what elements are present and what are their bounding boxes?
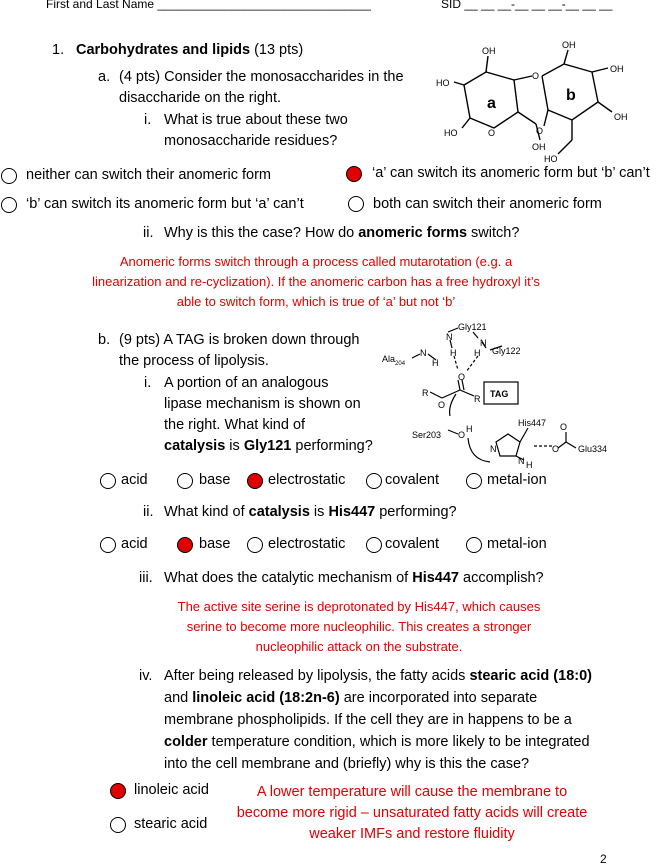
b-iii-bold: His447 — [412, 570, 459, 586]
fig-o-label: O — [438, 400, 446, 410]
part-b-letter: b. — [98, 332, 111, 348]
fig-o-label: O — [458, 430, 466, 440]
his447-covalent-radio[interactable] — [366, 537, 382, 553]
part-a-i-number: i. — [144, 112, 152, 128]
a-ii-pre: Why is this the case? How do — [164, 225, 359, 241]
fig-h-label: H — [526, 460, 533, 470]
fig-o-label: O — [560, 422, 568, 432]
b-ii-bold2: His447 — [328, 504, 376, 520]
fig-oh-label: OH — [562, 40, 576, 50]
his447-acid-label: acid — [121, 536, 148, 552]
part-a-i-line1: What is true about these two — [164, 112, 348, 128]
b-i-mid: is — [225, 438, 244, 454]
b-iv-l4-post: temperature condition, which is more likely to be integrated — [207, 734, 590, 750]
fig-ring-o: O — [536, 126, 544, 136]
part-b-i-number: i. — [144, 375, 152, 391]
fig-n-label: N — [446, 332, 453, 342]
part-b-iv-line3: membrane phospholipids. If the cell they are in happens to be a — [164, 712, 572, 728]
part-b-iii-number: iii. — [139, 570, 153, 586]
disaccharide-figure — [432, 40, 652, 165]
b-iii-post: accomplish? — [459, 570, 544, 586]
fig-ring-o: O — [488, 128, 496, 138]
b-iv-l2-bold: linoleic acid (18:2n-6) — [192, 690, 340, 706]
gly121-electrostatic-radio[interactable] — [247, 473, 263, 489]
part-b-iv-number: iv. — [139, 668, 153, 684]
b-iv-l1-pre: After being released by lipolysis, the fatty acids — [164, 668, 470, 684]
fig-h-label: H — [450, 348, 457, 358]
option-both-label: both can switch their anomeric form — [373, 196, 602, 212]
his447-metal-ion-label: metal-ion — [487, 536, 547, 552]
b-ii-bold1: catalysis — [248, 504, 310, 520]
a-ii-bold: anomeric forms — [358, 225, 468, 241]
a-ii-post: switch? — [467, 225, 520, 241]
fig-h-label: H — [432, 358, 439, 368]
his447-metal-ion-radio[interactable] — [466, 537, 482, 553]
part-a-ii-answer: Anomeric forms switch through a process called mutarotation (e.g. a linearization and re-cyclization). If the anomeric carbon has a free hydroxyl it’s able to switch form, which is true of ‘a’ but not ‘b’ — [92, 254, 540, 309]
fig-tag-label: TAG — [490, 389, 509, 399]
fig-gly121-label: Gly121 — [458, 322, 487, 332]
b-iv-l1-bold: stearic acid (18:0) — [469, 668, 592, 684]
part-a-line1: (4 pts) Consider the monosaccharides in the — [119, 69, 404, 85]
fig-ho-label: HO — [544, 154, 558, 164]
fig-r-label: R — [422, 388, 429, 398]
gly121-acid-label: acid — [121, 472, 148, 488]
question-1-title — [76, 40, 303, 60]
b-i-post: performing? — [291, 438, 373, 454]
fig-glu334-label: Glu334 — [578, 444, 608, 454]
his447-acid-radio[interactable] — [100, 537, 116, 553]
fig-oh-label: OH — [614, 112, 628, 122]
b-iii-pre: What does the catalytic mechanism of — [164, 570, 413, 586]
fig-h-label: H — [474, 348, 481, 358]
option-both-radio[interactable] — [348, 196, 364, 212]
fig-h-label: H — [466, 424, 473, 434]
part-b-iii-question — [164, 568, 544, 588]
part-b-ii-number: ii. — [143, 504, 154, 520]
fig-r-label: R — [474, 394, 481, 404]
fig-o-label: O — [458, 372, 466, 382]
fig-n-label: N — [420, 348, 427, 358]
fig-ala-sub: 204 — [395, 361, 406, 367]
stearic-acid-radio[interactable] — [110, 817, 126, 833]
part-a-letter: a. — [98, 69, 111, 85]
option-a-only-radio[interactable] — [346, 166, 362, 182]
his447-base-radio[interactable] — [177, 537, 193, 553]
question-1-number: 1. — [52, 42, 65, 58]
q1-title-bold: Carbohydrates and lipids — [76, 42, 251, 58]
b-iv-l2-post: are incorporated into separate — [339, 690, 538, 706]
fig-ala-text: Ala — [382, 354, 396, 364]
fig-link-o: O — [532, 71, 540, 81]
fig-n-label: N — [518, 456, 525, 466]
his447-electrostatic-label: electrostatic — [268, 536, 346, 552]
b-ii-mid: is — [309, 504, 329, 520]
gly121-base-radio[interactable] — [177, 473, 193, 489]
part-b-iv-line2 — [164, 688, 537, 708]
part-a-ii-number: ii. — [143, 225, 154, 241]
fig-o-label: O — [552, 444, 560, 454]
b-iv-l4-bold: colder — [164, 734, 208, 750]
fig-ser203-label: Ser203 — [412, 430, 442, 440]
part-a-i-line2: monosaccharide residues? — [164, 133, 338, 149]
gly121-base-label: base — [199, 472, 231, 488]
fig-ring-b-label: b — [566, 87, 576, 104]
part-b-i-line4 — [164, 436, 373, 456]
part-b-i-line1: A portion of an analogous — [164, 375, 329, 391]
fig-oh-label: OH — [482, 46, 496, 56]
name-field-label: First and Last Name ________________________________ — [46, 0, 371, 11]
part-b-iv-line5: into the cell membrane and (briefly) why is this the case? — [164, 756, 530, 772]
option-a-only-label: ‘a’ can switch its anomeric form but ‘b’ can’t — [372, 165, 650, 181]
sid-field-label: SID __ __ __-__ __ __-__ __ __ — [441, 0, 613, 11]
part-b-i-line2: lipase mechanism is shown on — [164, 396, 361, 412]
gly121-electrostatic-label: electrostatic — [268, 472, 346, 488]
gly121-covalent-label: covalent — [385, 472, 440, 488]
fig-oh-label: OH — [532, 142, 546, 152]
option-neither-label: neither can switch their anomeric form — [26, 167, 271, 183]
fig-his447-label: His447 — [518, 418, 547, 428]
part-b-iv-line4 — [164, 732, 590, 752]
his447-electrostatic-radio[interactable] — [247, 537, 263, 553]
fig-n-label: N — [490, 444, 497, 454]
gly121-acid-radio[interactable] — [100, 473, 116, 489]
part-b-ii-question — [164, 502, 457, 522]
b-ii-pre: What kind of — [164, 504, 249, 520]
his447-base-label: base — [199, 536, 231, 552]
gly121-metal-ion-label: metal-ion — [487, 472, 547, 488]
part-b-line2: the process of lipolysis. — [119, 353, 269, 369]
option-b-only-radio[interactable] — [1, 197, 17, 213]
b-ii-post: performing? — [375, 504, 457, 520]
lipase-mechanism-figure — [378, 318, 648, 476]
b-i-bold2: Gly121 — [243, 438, 292, 454]
fig-ala-label — [382, 354, 406, 367]
part-a-ii-question — [164, 223, 519, 243]
part-b-line1: (9 pts) A TAG is broken down through — [119, 332, 360, 348]
fig-gly122-label: Gly122 — [492, 346, 521, 356]
linoleic-acid-label: linoleic acid — [134, 782, 209, 798]
fig-ring-a-label: a — [487, 95, 496, 112]
linoleic-acid-radio[interactable] — [110, 783, 126, 799]
fig-ho-label: HO — [436, 78, 450, 88]
b-i-bold1: catalysis — [164, 438, 226, 454]
page-number: 2 — [600, 852, 607, 866]
option-b-only-label: ‘b’ can switch its anomeric form but ‘a’ can’t — [26, 196, 304, 212]
part-b-iv-line1 — [164, 666, 592, 686]
gly121-covalent-radio[interactable] — [366, 473, 382, 489]
gly121-metal-ion-radio[interactable] — [466, 473, 482, 489]
part-b-i-line3: the right. What kind of — [164, 417, 306, 433]
q1-points: (13 pts) — [250, 42, 304, 58]
fig-oh-label: OH — [610, 64, 624, 74]
part-a-line2: disaccharide on the right. — [119, 90, 282, 106]
fig-ho-label: HO — [444, 128, 458, 138]
stearic-acid-label: stearic acid — [134, 816, 208, 832]
part-b-iii-answer: The active site serine is deprotonated by His447, which causes serine to become more nucleophilic. This creates a stronger nucleophilic attack on the substrate. — [177, 599, 541, 654]
fig-n-label: N — [480, 338, 487, 348]
his447-covalent-label: covalent — [385, 536, 440, 552]
part-b-iv-answer: A lower temperature will cause the membrane to become more rigid – unsaturated fatty acids will create weaker IMFs and restore fluidity — [236, 784, 588, 842]
option-neither-radio[interactable] — [1, 168, 17, 184]
b-iv-l2-pre: and — [164, 690, 193, 706]
